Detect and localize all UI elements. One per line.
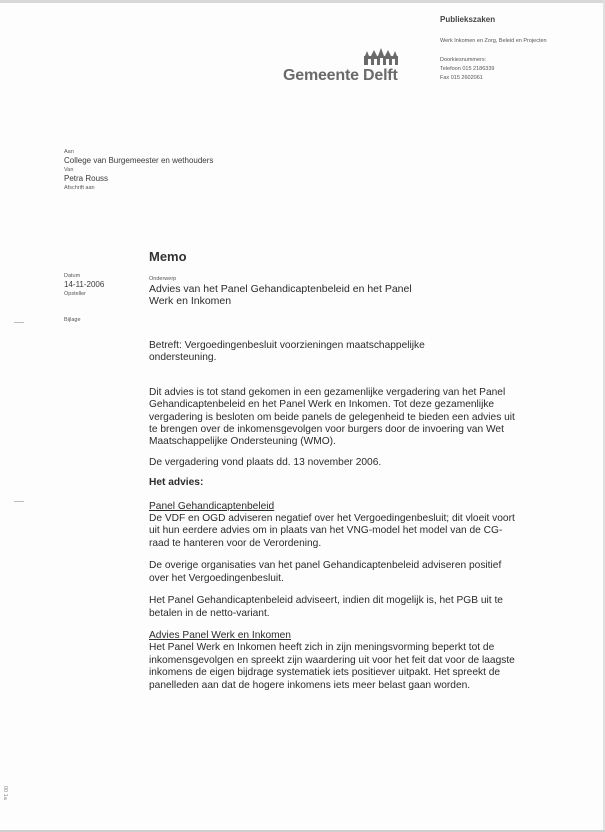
date-value: 14-11-2006: [64, 280, 105, 289]
subject-label: Onderwerp: [149, 276, 177, 282]
panel1-paragraph-3: Het Panel Gehandicaptenbeleid adviseert, indien dit mogelijk is, het PGB uit te betalen in de netto-variant.: [149, 595, 503, 619]
recipients-block: [64, 149, 364, 192]
from-value: Petra Rouss: [64, 174, 109, 183]
panel1-heading: Panel Gehandicaptenbeleid: [149, 500, 275, 512]
letterhead: [0, 0, 605, 100]
margin-code: 00 1a: [2, 786, 8, 800]
subject-line-2: Werk en Inkomen: [149, 295, 232, 308]
logo-wordmark: Gemeente Delft: [283, 67, 398, 84]
memo-title: Memo: [149, 249, 187, 264]
to-label: Aan: [64, 149, 74, 155]
subject-block: [149, 276, 509, 308]
delft-crown-icon: [363, 48, 399, 66]
gemeente-delft-logo: [283, 48, 403, 88]
advice-heading: Het advies:: [149, 477, 204, 489]
copy-label: Afschrift aan: [64, 185, 95, 191]
panel1-paragraph-1: De VDF en OGD adviseren negatief over het Vergoedingenbesluit; dit vloeit voort uit hun eerdere advies om in plaats van het VNG-model het model van de CG-raad te hanteren voor de Verordening.: [149, 513, 515, 549]
author-label: Opsteller: [64, 291, 87, 297]
betreft-paragraph: Betreft: Vergoedingenbesluit voorzieningen maatschappelijke ondersteuning.: [149, 340, 425, 364]
from-label: Van: [64, 167, 74, 173]
memo-meta: [64, 273, 144, 324]
phone-number: Telefoon 015 2186339: [440, 66, 495, 72]
subject-line-1: Advies van het Panel Gehandicaptenbeleid en het Panel: [149, 283, 412, 295]
direct-numbers-label: Doorkiesnummers:: [440, 57, 487, 63]
date-label: Datum: [64, 273, 81, 279]
panel2-paragraph: Het Panel Werk en Inkomen heeft zich in zijn meningsvorming beperkt tot de inkomensgevolgen en spreekt zijn waardering uit voor het feit dat voor de laagste inkomens de eigen bijdrage systematiek iets positiever uitpakt. Het spreekt de panelleden aan dat de hogere inkomens iets meer belast gaan worden.: [149, 642, 515, 691]
division-name: Werk Inkomen en Zorg, Beleid en Projecten: [440, 38, 547, 44]
panel2-heading: Advies Panel Werk en Inkomen: [149, 629, 291, 641]
memo-body: [149, 340, 519, 692]
fold-mark-top: [14, 322, 24, 323]
to-value: College van Burgemeester en wethouders: [64, 156, 214, 165]
panel1-paragraph-2: De overige organisaties van het panel Gehandicaptenbeleid adviseren positief over het Vergoedingenbesluit.: [149, 560, 502, 584]
fax-number: Fax 015 2602061: [440, 75, 483, 81]
intro-paragraph: Dit advies is tot stand gekomen in een gezamenlijke vergadering van het Panel Gehandicaptenbeleid en het Panel Werk en Inkomen. Tot deze gezamenlijke vergadering is besloten om beide panels de gelegenheid te bieden een advies uit te brengen over de inkomensgevolgen voor burgers door de invoering van Wet Maatschappelijke Ondersteuning (WMO).: [149, 386, 515, 448]
meeting-paragraph: De vergadering vond plaats dd. 13 november 2006.: [149, 456, 382, 468]
fold-mark-bottom: [14, 501, 24, 502]
attachment-label: Bijlage: [64, 317, 81, 323]
department-name: Publiekszaken: [440, 15, 496, 24]
